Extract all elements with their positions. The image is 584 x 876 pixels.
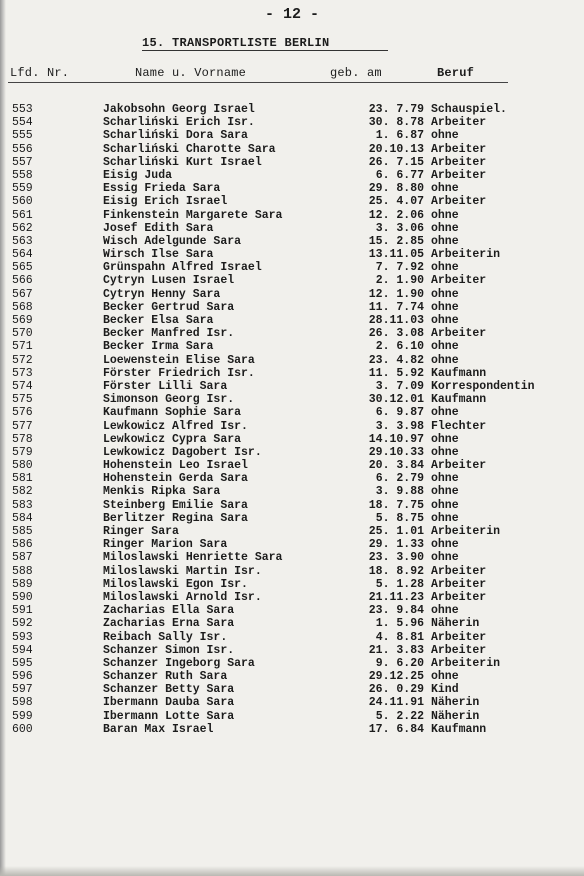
person-name: Simonson Georg Isr. [103, 393, 235, 407]
person-name: Becker Elsa Sara [103, 314, 214, 327]
occupation: Arbeiterin [431, 248, 501, 262]
birth-date: 17. 6.84 [368, 722, 424, 736]
birth-date: 1. 5.96 [375, 617, 424, 631]
document-title: 15. TRANSPORTLISTE BERLIN [142, 36, 330, 50]
list-row [0, 169, 584, 182]
birth-date: 5. 2.22 [375, 709, 424, 723]
row-number: 596 [12, 670, 33, 684]
list-row [0, 617, 584, 630]
list-row [0, 696, 584, 709]
list-row [0, 301, 584, 314]
birth-date: 23. 9.84 [368, 604, 424, 618]
person-name: Lewkowicz Dagobert Isr. [103, 445, 262, 459]
occupation: Arbeiter [431, 142, 487, 156]
person-name: Zacharias Erna Sara [103, 617, 235, 631]
birth-date: 7. 7.92 [375, 261, 424, 275]
occupation: Korrespondentin [431, 379, 535, 393]
list-row [0, 393, 584, 406]
occupation: ohne [431, 538, 459, 552]
occupation: Arbeiter [431, 459, 487, 473]
row-number: 553 [12, 103, 33, 116]
row-number: 583 [12, 498, 33, 512]
list-row [0, 261, 584, 274]
birth-date: 25. 1.01 [368, 525, 424, 538]
birth-date: 2. 6.10 [375, 340, 424, 354]
row-number: 598 [12, 696, 33, 710]
occupation: ohne [431, 445, 459, 459]
person-name: Reibach Sally Isr. [103, 630, 228, 644]
birth-date: 15. 2.85 [368, 234, 424, 248]
row-number: 589 [12, 577, 33, 591]
occupation: ohne [431, 551, 459, 565]
list-row [0, 274, 584, 287]
occupation: Schauspiel. [431, 103, 507, 116]
person-name: Lewkowicz Alfred Isr. [103, 419, 248, 433]
person-name: Scharliński Dora Sara [103, 129, 248, 143]
person-name: Jakobsohn Georg Israel [103, 103, 255, 116]
occupation: Arbeiter [431, 274, 487, 288]
occupation: ohne [431, 485, 459, 499]
person-name: Berlitzer Regina Sara [103, 511, 248, 525]
person-name: Ringer Sara [103, 525, 179, 538]
row-number: 554 [12, 116, 33, 130]
row-number: 555 [12, 129, 33, 143]
row-number: 580 [12, 459, 33, 473]
occupation: Arbeiterin [431, 656, 501, 670]
person-name: Loewenstein Elise Sara [103, 353, 255, 367]
birth-date: 3. 7.09 [375, 379, 424, 393]
birth-date: 23. 7.79 [368, 103, 424, 116]
occupation: ohne [431, 221, 459, 235]
occupation: ohne [431, 353, 459, 367]
row-number: 569 [12, 314, 33, 327]
list-row [0, 525, 584, 538]
occupation: Arbeiter [431, 630, 487, 644]
person-name: Hohenstein Gerda Sara [103, 472, 248, 486]
person-name: Wisch Adelgunde Sara [103, 234, 242, 248]
row-number: 562 [12, 221, 33, 235]
list-row [0, 327, 584, 340]
birth-date: 6. 2.79 [375, 472, 424, 486]
row-number: 561 [12, 208, 33, 222]
occupation: Arbeiter [431, 116, 487, 130]
row-number: 560 [12, 195, 33, 209]
occupation: ohne [431, 234, 459, 248]
birth-date: 3. 3.06 [375, 221, 424, 235]
person-name: Schanzer Ingeborg Sara [103, 656, 255, 670]
row-number: 584 [12, 511, 33, 525]
row-number: 581 [12, 472, 33, 486]
birth-date: 3. 9.88 [375, 485, 424, 499]
person-name: Becker Manfred Isr. [103, 327, 235, 341]
title-underline [142, 50, 388, 51]
person-name: Eisig Juda [103, 168, 173, 182]
list-row [0, 565, 584, 578]
person-name: Baran Max Israel [103, 722, 214, 736]
person-name: Essig Frieda Sara [103, 182, 221, 196]
birth-date: 28.11.03 [368, 314, 424, 327]
birth-date: 21.11.23 [368, 590, 424, 604]
header-geb-am: geb. am [330, 66, 382, 80]
list-row [0, 644, 584, 657]
occupation: Näherin [431, 617, 480, 631]
birth-date: 23. 3.90 [368, 551, 424, 565]
row-number: 572 [12, 353, 33, 367]
birth-date: 25. 4.07 [368, 195, 424, 209]
person-name: Schanzer Simon Isr. [103, 643, 235, 657]
person-name: Scharliński Kurt Israel [103, 155, 262, 169]
list-row [0, 538, 584, 551]
birth-date: 6. 6.77 [375, 168, 424, 182]
list-row [0, 182, 584, 195]
occupation: Arbeiter [431, 155, 487, 169]
person-name: Grünspahn Alfred Israel [103, 261, 262, 275]
person-name: Eisig Erich Israel [103, 195, 228, 209]
list-row [0, 235, 584, 248]
header-name: Name u. Vorname [135, 66, 247, 80]
row-number: 566 [12, 274, 33, 288]
list-row [0, 314, 584, 327]
list-row [0, 156, 584, 169]
row-number: 592 [12, 617, 33, 631]
occupation: Kaufmann [431, 722, 487, 736]
occupation: ohne [431, 287, 459, 301]
birth-date: 29.12.25 [368, 670, 424, 684]
row-number: 579 [12, 445, 33, 459]
birth-date: 26. 7.15 [368, 155, 424, 169]
birth-date: 2. 1.90 [375, 274, 424, 288]
list-row [0, 710, 584, 723]
occupation: Arbeiter [431, 577, 487, 591]
list-row [0, 604, 584, 617]
list-row [0, 657, 584, 670]
row-number: 558 [12, 168, 33, 182]
occupation: ohne [431, 261, 459, 275]
row-number: 565 [12, 261, 33, 275]
person-name: Becker Gertrud Sara [103, 300, 235, 314]
list-row [0, 551, 584, 564]
page-bottom-edge-shadow [0, 866, 584, 876]
birth-date: 20.10.13 [368, 142, 424, 156]
occupation: Arbeiter [431, 590, 487, 604]
row-number: 576 [12, 406, 33, 420]
row-number: 564 [12, 248, 33, 262]
occupation: Arbeiter [431, 327, 487, 341]
list-row [0, 499, 584, 512]
occupation: Arbeiter [431, 643, 487, 657]
person-name: Ibermann Lotte Sara [103, 709, 235, 723]
list-row [0, 406, 584, 419]
page-number: - 12 - [264, 6, 319, 23]
list-row [0, 670, 584, 683]
birth-date: 5. 1.28 [375, 577, 424, 591]
person-name: Scharliński Erich Isr. [103, 116, 255, 130]
person-name: Cytryn Henny Sara [103, 287, 221, 301]
occupation: ohne [431, 511, 459, 525]
list-row [0, 143, 584, 156]
birth-date: 24.11.91 [368, 696, 424, 710]
list-row [0, 195, 584, 208]
birth-date: 13.11.05 [368, 248, 424, 262]
occupation: Arbeiter [431, 168, 487, 182]
birth-date: 23. 4.82 [368, 353, 424, 367]
list-row [0, 446, 584, 459]
row-number: 557 [12, 155, 33, 169]
person-name: Miloslawski Henriette Sara [103, 551, 283, 565]
row-number: 585 [12, 525, 33, 538]
header-lfd-nr: Lfd. Nr. [10, 66, 70, 80]
list-row [0, 578, 584, 591]
list-row [0, 459, 584, 472]
person-name: Ringer Marion Sara [103, 538, 228, 552]
birth-date: 5. 8.75 [375, 511, 424, 525]
row-number: 574 [12, 379, 33, 393]
row-number: 599 [12, 709, 33, 723]
list-row [0, 129, 584, 142]
person-name: Josef Edith Sara [103, 221, 214, 235]
birth-date: 30.12.01 [368, 393, 424, 407]
birth-date: 29. 8.80 [368, 182, 424, 196]
person-name: Kaufmann Sophie Sara [103, 406, 242, 420]
row-number: 559 [12, 182, 33, 196]
birth-date: 30. 8.78 [368, 116, 424, 130]
birth-date: 18. 8.92 [368, 564, 424, 578]
list-row [0, 222, 584, 235]
list-row [0, 485, 584, 498]
person-name: Miloslawski Martin Isr. [103, 564, 262, 578]
occupation: ohne [431, 340, 459, 354]
occupation: ohne [431, 314, 459, 327]
list-row [0, 354, 584, 367]
header-rule [8, 82, 508, 83]
list-row [0, 340, 584, 353]
person-name: Cytryn Lusen Israel [103, 274, 235, 288]
row-number: 575 [12, 393, 33, 407]
row-number: 568 [12, 300, 33, 314]
list-row [0, 380, 584, 393]
occupation: Arbeiterin [431, 525, 501, 538]
birth-date: 3. 3.98 [375, 419, 424, 433]
list-row [0, 288, 584, 301]
birth-date: 14.10.97 [368, 432, 424, 446]
occupation: Näherin [431, 696, 480, 710]
header-beruf: Beruf [437, 66, 475, 80]
person-name: Scharliński Charotte Sara [103, 142, 276, 156]
row-number: 595 [12, 656, 33, 670]
list-row [0, 433, 584, 446]
person-name: Zacharias Ella Sara [103, 604, 235, 618]
list-row [0, 367, 584, 380]
list-row [0, 683, 584, 696]
list-row [0, 631, 584, 644]
list-row [0, 116, 584, 129]
row-number: 570 [12, 327, 33, 341]
occupation: Arbeiter [431, 195, 487, 209]
birth-date: 6. 9.87 [375, 406, 424, 420]
row-number: 573 [12, 366, 33, 380]
birth-date: 12. 1.90 [368, 287, 424, 301]
person-name: Förster Friedrich Isr. [103, 366, 255, 380]
birth-date: 1. 6.87 [375, 129, 424, 143]
occupation: Kind [431, 683, 459, 697]
occupation: ohne [431, 472, 459, 486]
row-number: 586 [12, 538, 33, 552]
person-name: Finkenstein Margarete Sara [103, 208, 283, 222]
birth-date: 29.10.33 [368, 445, 424, 459]
person-name: Miloslawski Arnold Isr. [103, 590, 262, 604]
list-row [0, 472, 584, 485]
row-number: 556 [12, 142, 33, 156]
list-row [0, 248, 584, 261]
row-number: 591 [12, 604, 33, 618]
person-name: Becker Irma Sara [103, 340, 214, 354]
birth-date: 18. 7.75 [368, 498, 424, 512]
occupation: Näherin [431, 709, 480, 723]
row-number: 597 [12, 683, 33, 697]
occupation: Arbeiter [431, 564, 487, 578]
birth-date: 20. 3.84 [368, 459, 424, 473]
birth-date: 11. 7.74 [368, 300, 424, 314]
person-name: Schanzer Ruth Sara [103, 670, 228, 684]
transport-list [0, 103, 584, 736]
person-name: Ibermann Dauba Sara [103, 696, 235, 710]
occupation: Flechter [431, 419, 487, 433]
person-name: Schanzer Betty Sara [103, 683, 235, 697]
row-number: 600 [12, 722, 33, 736]
birth-date: 11. 5.92 [368, 366, 424, 380]
row-number: 571 [12, 340, 33, 354]
occupation: ohne [431, 182, 459, 196]
row-number: 587 [12, 551, 33, 565]
birth-date: 12. 2.06 [368, 208, 424, 222]
row-number: 577 [12, 419, 33, 433]
birth-date: 21. 3.83 [368, 643, 424, 657]
occupation: ohne [431, 300, 459, 314]
birth-date: 29. 1.33 [368, 538, 424, 552]
birth-date: 26. 0.29 [368, 683, 424, 697]
row-number: 578 [12, 432, 33, 446]
occupation: ohne [431, 432, 459, 446]
list-row [0, 103, 584, 116]
list-row [0, 591, 584, 604]
person-name: Förster Lilli Sara [103, 379, 228, 393]
person-name: Lewkowicz Cypra Sara [103, 432, 242, 446]
row-number: 593 [12, 630, 33, 644]
occupation: ohne [431, 498, 459, 512]
occupation: ohne [431, 604, 459, 618]
occupation: ohne [431, 406, 459, 420]
birth-date: 26. 3.08 [368, 327, 424, 341]
occupation: Kaufmann [431, 366, 487, 380]
occupation: Kaufmann [431, 393, 487, 407]
person-name: Wirsch Ilse Sara [103, 248, 214, 262]
row-number: 563 [12, 234, 33, 248]
row-number: 582 [12, 485, 33, 499]
person-name: Steinberg Emilie Sara [103, 498, 248, 512]
row-number: 567 [12, 287, 33, 301]
occupation: ohne [431, 670, 459, 684]
list-row [0, 420, 584, 433]
occupation: ohne [431, 129, 459, 143]
birth-date: 4. 8.81 [375, 630, 424, 644]
list-row [0, 723, 584, 736]
birth-date: 9. 6.20 [375, 656, 424, 670]
list-row [0, 512, 584, 525]
person-name: Hohenstein Leo Israel [103, 459, 248, 473]
row-number: 590 [12, 590, 33, 604]
person-name: Miloslawski Egon Isr. [103, 577, 248, 591]
list-row [0, 209, 584, 222]
row-number: 588 [12, 564, 33, 578]
person-name: Menkis Ripka Sara [103, 485, 221, 499]
row-number: 594 [12, 643, 33, 657]
occupation: ohne [431, 208, 459, 222]
